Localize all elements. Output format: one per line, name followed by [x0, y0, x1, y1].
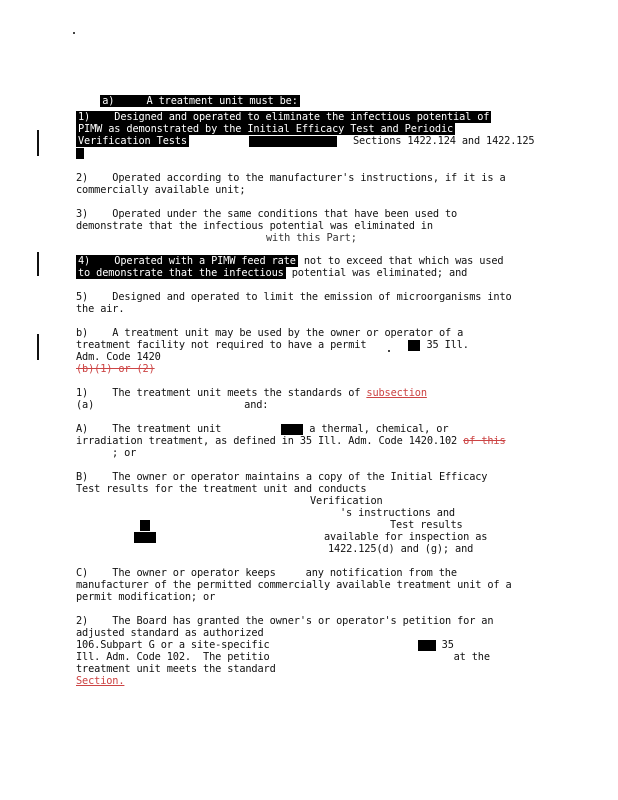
p4-line2: to demonstrate that the infectious potential was eliminated; and: [78, 267, 468, 279]
p9-line3: Verification: [310, 495, 383, 507]
p3-line1: 3) Operated under the same conditions that have been used to: [76, 208, 458, 220]
p6-line1: b) A treatment unit may be used by the owner or operator of a: [76, 327, 464, 339]
p1-line4: [76, 148, 184, 159]
p5-line2: the air.: [76, 303, 125, 315]
p6-line4: (b)(1) or (2): [76, 363, 155, 375]
scan-speck: [73, 32, 75, 34]
change-bar: [37, 252, 39, 276]
p10-line1: C) The owner or operator keeps any notification from the: [76, 567, 457, 579]
p2-line1: 2) Operated according to the manufacturer's instructions, if it is a: [76, 172, 506, 184]
p7-line1: 1) The treatment unit meets the standards of subsection: [76, 387, 427, 399]
p2-line2: commercially available unit;: [76, 184, 246, 196]
p9-line1: B) The owner or operator maintains a copy of the Initial Efficacy: [76, 471, 488, 483]
p1-line3: Verification Tests Sections 1422.124 and 1422.125: [78, 135, 535, 147]
p11-line2: adjusted standard as authorized: [76, 627, 264, 639]
p8-line3: ; or: [112, 447, 137, 459]
change-bar: [37, 130, 39, 156]
p10-line3: permit modification; or: [76, 591, 216, 603]
p4-line1: 4) Operated with a PIMW feed rate not to exceed that which was used: [78, 255, 504, 267]
p9-line5: Test results: [76, 520, 463, 531]
p9-line6: available for inspection as: [76, 532, 487, 543]
p1-line1: 1) Designed and operated to eliminate the infectious potential of: [78, 111, 490, 123]
p11-line6: Section.: [76, 675, 125, 687]
p6-line2: treatment facility not required to have a permit 35 Ill.: [76, 339, 469, 351]
heading-label: a): [102, 95, 115, 107]
p3-line2: demonstrate that the infectious potential was eliminated in: [76, 220, 433, 232]
p11-line3: 106.Subpart G or a site-specific 35: [76, 639, 454, 651]
p11-line5: treatment unit meets the standard: [76, 663, 276, 675]
p8-line2: irradiation treatment, as defined in 35 Ill. Adm. Code 1420.102 of this: [76, 435, 506, 447]
p9-line7: 1422.125(d) and (g); and: [328, 543, 474, 555]
p9-line2: Test results for the treatment unit and conducts: [76, 483, 367, 495]
p11-line1: 2) The Board has granted the owner's or operator's petition for an: [76, 615, 494, 627]
p1-line2: PIMW as demonstrated by the Initial Efficacy Test and Periodic: [78, 123, 454, 135]
heading-text: A treatment unit must be:: [146, 95, 298, 107]
change-bar: [37, 334, 39, 360]
p3-line3: with this Part;: [266, 232, 357, 244]
p5-line1: 5) Designed and operated to limit the emission of microorganisms into: [76, 291, 512, 303]
p9-line4: 's instructions and: [340, 507, 455, 519]
p7-line2: (a) and:: [76, 399, 269, 411]
p6-line3: Adm. Code 1420: [76, 351, 161, 363]
p11-line4: Ill. Adm. Code 102. The petitio at the: [76, 651, 490, 663]
p8-line1: A) The treatment unit a thermal, chemical, or: [76, 423, 449, 435]
p10-line2: manufacturer of the permitted commercially available treatment unit of a: [76, 579, 512, 591]
